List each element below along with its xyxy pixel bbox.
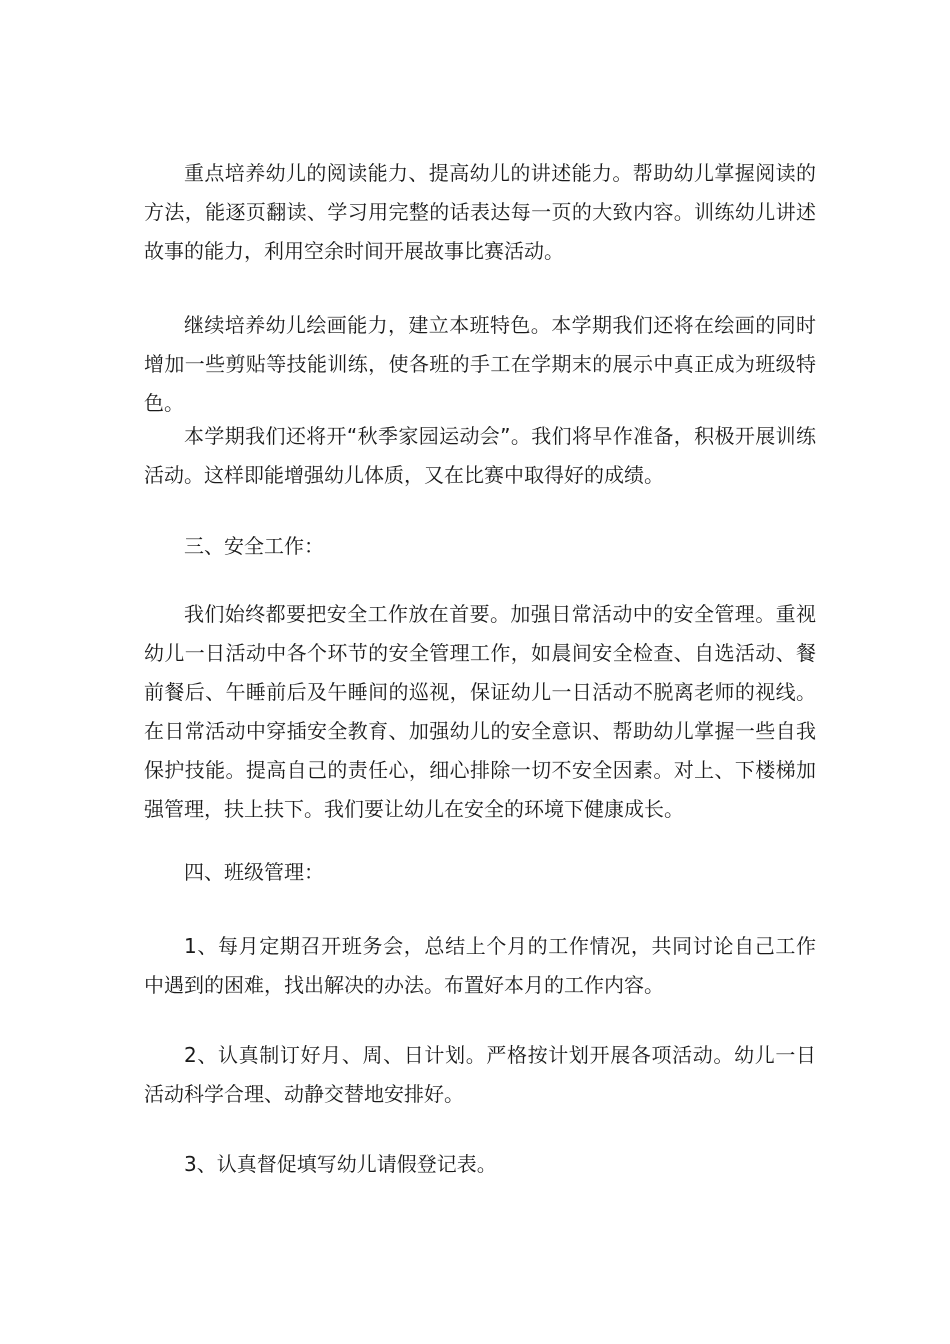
paragraph-sports-meeting: 本学期我们还将开“秋季家园运动会”。我们将早作准备，积极开展训练活动。这样即能增强幼儿体质，又在比赛中取得好的成绩。 (144, 424, 816, 487)
list-item-3: 3、认真督促填写幼儿请假登记表。 (184, 1152, 497, 1176)
section-heading-safety: 三、安全工作： (184, 534, 324, 558)
paragraph-reading-ability: 重点培养幼儿的阅读能力、提高幼儿的讲述能力。帮助幼儿掌握阅读的方法，能逐页翻读、学习用完整的话表达每一页的大致内容。训练幼儿讲述故事的能力，利用空余时间开展故事比赛活动。 (144, 161, 816, 263)
section-heading-class-management: 四、班级管理： (184, 860, 324, 884)
list-item-2: 2、认真制订好月、周、日计划。严格按计划开展各项活动。幼儿一日活动科学合理、动静交替地安排好。 (144, 1043, 816, 1106)
paragraph-safety-work: 我们始终都要把安全工作放在首要。加强日常活动中的安全管理。重视幼儿一日活动中各个环节的安全管理工作，如晨间安全检查、自选活动、餐前餐后、午睡前后及午睡间的巡视，保证幼儿一日活动不脱离老师的视线。在日常活动中穿插安全教育、加强幼儿的安全意识、帮助幼儿掌握一些自我保护技能。提高自己的责任心，细心排除一切不安全因素。对上、下楼梯加强管理，扶上扶下。我们要让幼儿在安全的环境下健康成长。 (144, 602, 816, 821)
list-item-1: 1、每月定期召开班务会，总结上个月的工作情况，共同讨论自己工作中遇到的困难，找出解决的办法。布置好本月的工作内容。 (144, 934, 816, 997)
paragraph-drawing-ability: 继续培养幼儿绘画能力，建立本班特色。本学期我们还将在绘画的同时增加一些剪贴等技能训练，使各班的手工在学期末的展示中真正成为班级特色。 (144, 313, 816, 415)
